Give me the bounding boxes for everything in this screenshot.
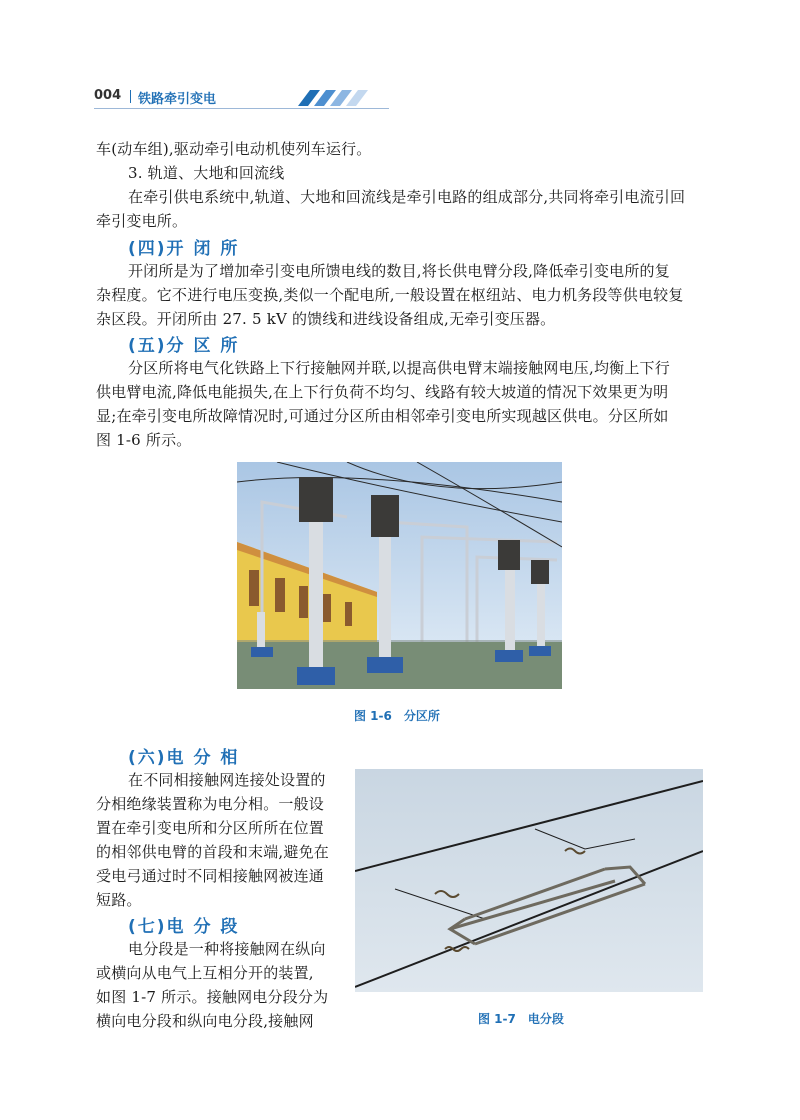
paragraph-line: 分区所将电气化铁路上下行接触网并联,以提高供电臂末端接触网电压,均衡上下行 (128, 359, 670, 377)
paragraph-line: 显;在牵引变电所故障情况时,可通过分区所由相邻牵引变电所实现越区供电。分区所如 (96, 407, 669, 425)
paragraph-line: 分相绝缘装置称为电分相。一般设 (96, 795, 325, 813)
header-rule (94, 108, 389, 109)
section-heading-switching-post: (四)开 闭 所 (128, 239, 240, 259)
paragraph-line: 电分段是一种将接触网在纵向 (128, 940, 326, 958)
page-number: 004 (94, 88, 122, 103)
paragraph-line: 供电臂电流,降低电能损失,在上下行负荷不均匀、线路有较大坡道的情况下效果更为明 (96, 383, 669, 401)
figure-1-7-caption: 图 1-7 电分段 (478, 1012, 564, 1026)
section-heading-sectioning-post: (五)分 区 所 (128, 336, 240, 356)
figure-1-6-caption: 图 1-6 分区所 (354, 709, 440, 723)
paragraph-line: 开闭所是为了增加牵引变电所馈电线的数目,将长供电臂分段,降低牵引变电所的复 (128, 262, 670, 280)
figure-1-6-photo (237, 462, 562, 689)
paragraph-line: 受电弓通过时不同相接触网被连通 (96, 867, 325, 885)
paragraph-line: 置在牵引变电所和分区所所在位置 (96, 819, 325, 837)
paragraph-line: 或横向从电气上互相分开的装置, (96, 964, 314, 982)
numbered-subheading: 3. 轨道、大地和回流线 (128, 164, 285, 182)
paragraph-line: 车(动车组),驱动牵引电动机使列车运行。 (96, 140, 372, 158)
paragraph-line: 的相邻供电臂的首段和末端,避免在 (96, 843, 329, 861)
paragraph-line: 在不同相接触网连接处设置的 (128, 771, 326, 789)
section-heading-electrical-sectioning: (七)电 分 段 (128, 917, 240, 937)
paragraph-line: 图 1-6 所示。 (96, 431, 192, 449)
figure-1-7-photo (355, 769, 703, 992)
paragraph-line: 短路。 (96, 891, 142, 909)
header-separator (130, 90, 131, 103)
header-stripes-decoration (284, 90, 394, 106)
paragraph-line: 杂区段。开闭所由 27. 5 kV 的馈线和进线设备组成,无牵引变压器。 (96, 310, 556, 328)
paragraph-line: 牵引变电所。 (96, 212, 188, 230)
section-heading-phase-separation: (六)电 分 相 (128, 748, 240, 768)
paragraph-line: 横向电分段和纵向电分段,接触网 (96, 1012, 314, 1030)
paragraph-line: 在牵引供电系统中,轨道、大地和回流线是牵引电路的组成部分,共同将牵引电流引回 (128, 188, 686, 206)
book-title: 铁路牵引变电 (138, 92, 217, 107)
page-header (94, 84, 394, 114)
paragraph-line: 如图 1-7 所示。接触网电分段分为 (96, 988, 329, 1006)
paragraph-line: 杂程度。它不进行电压变换,类似一个配电所,一般设置在枢纽站、电力机务段等供电较复 (96, 286, 684, 304)
